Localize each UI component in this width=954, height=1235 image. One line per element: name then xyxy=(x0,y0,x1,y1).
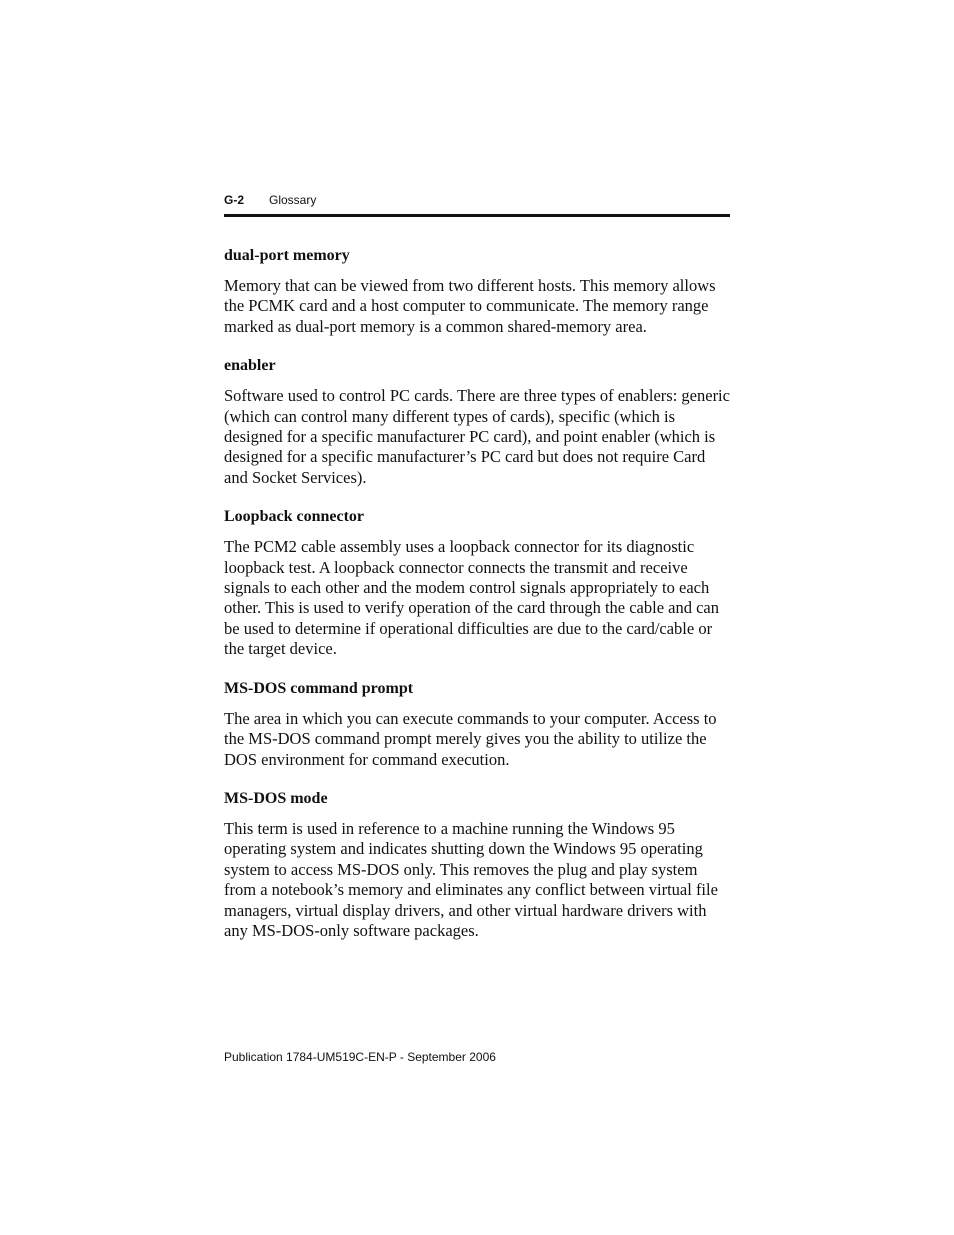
glossary-entry-enabler xyxy=(224,356,730,488)
glossary-definition: Software used to control PC cards. There are three types of enablers: generic (which can control many different types of cards), specific (which is designed for a specific manufacturer PC card), and point enabler (which is designed for a specific manufacturer’s PC card but does not require Card and Socket Services). xyxy=(224,386,730,487)
glossary-entry-dual-port-memory xyxy=(224,246,730,337)
section-title: Glossary xyxy=(269,193,317,207)
glossary-definition: Memory that can be viewed from two different hosts. This memory allows the PCMK card and a host computer to communicate. The memory range marked as dual-port memory is a common shared-memory area. xyxy=(224,276,716,336)
glossary-entry-ms-dos-mode xyxy=(224,789,730,941)
glossary-term: dual-port memory xyxy=(224,247,350,264)
glossary-content xyxy=(224,246,730,960)
glossary-term: MS-DOS mode xyxy=(224,789,328,807)
glossary-term: MS-DOS command prompt xyxy=(224,679,414,697)
glossary-definition: The area in which you can execute commands to your computer. Access to the MS-DOS command prompt merely gives you the ability to utilize the DOS environment for command execution. xyxy=(224,708,717,769)
page-number: G-2 xyxy=(224,193,245,207)
publication-footer: Publication 1784-UM519C-EN-P - September 2006 xyxy=(224,1050,496,1064)
glossary-term: enabler xyxy=(224,357,276,375)
glossary-entry-loopback-connector xyxy=(224,507,730,659)
glossary-entry-ms-dos-command-prompt xyxy=(224,679,730,770)
header-rule xyxy=(224,214,730,217)
page-header xyxy=(224,192,730,208)
glossary-term: Loopback connector xyxy=(224,508,364,526)
glossary-definition: This term is used in reference to a machine running the Windows 95 operating system and indicates shutting down the Windows 95 operating system to access MS-DOS only. This removes the plug and play system from a notebook’s memory and eliminates any conflict between virtual file managers, virtual display drivers, and other virtual hardware drivers with any MS-DOS-only software packages. xyxy=(224,818,718,940)
glossary-definition: The PCM2 cable assembly uses a loopback connector for its diagnostic loopback test. A loopback connector connects the transmit and receive signals to each other and the modem control signals appropriately to each other. This is used to verify operation of the card through the cable and can be used to determine if operational difficulties are due to the card/cable or the target device. xyxy=(224,537,719,659)
